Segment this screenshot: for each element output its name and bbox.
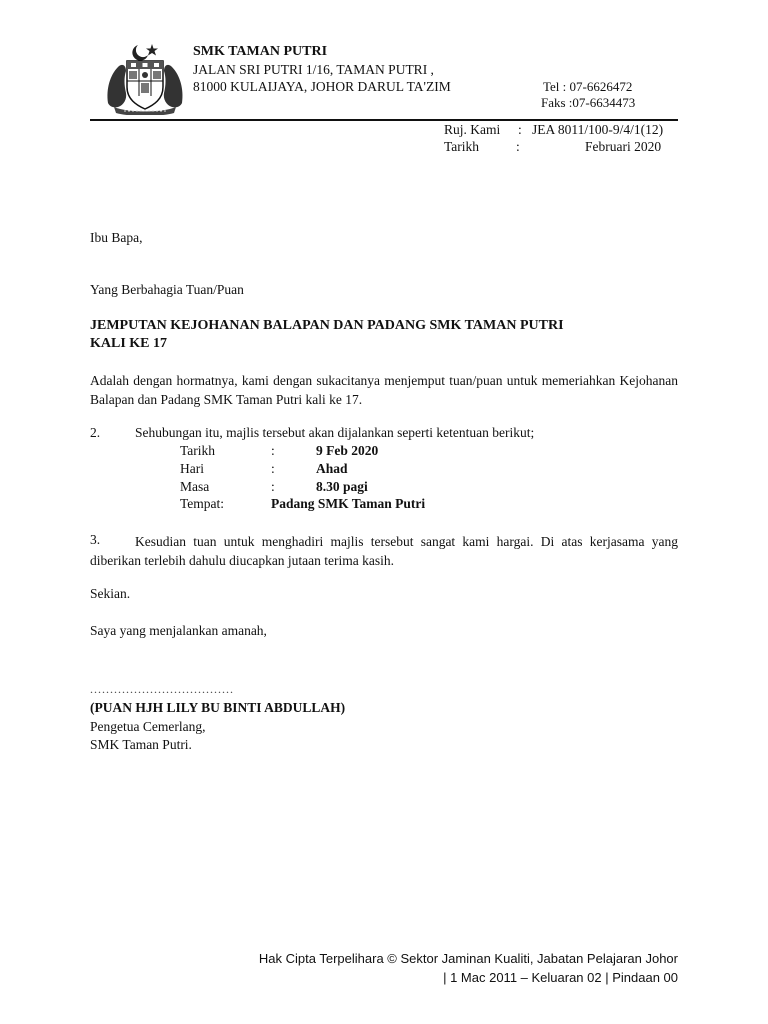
recipient: Ibu Bapa, bbox=[90, 230, 143, 245]
date-value: Februari 2020 bbox=[585, 139, 662, 154]
ref-label: Ruj. Kami bbox=[444, 122, 501, 137]
address-line-1: JALAN SRI PUTRI 1/16, TAMAN PUTRI , bbox=[193, 62, 434, 77]
signature-line: .................................... bbox=[90, 682, 234, 696]
detail-colon: : bbox=[271, 461, 275, 476]
footer-revision: | 1 Mac 2011 – Keluaran 02 | Pindaan 00 bbox=[443, 970, 678, 985]
detail-label: Tarikh bbox=[180, 443, 216, 458]
detail-label: Masa bbox=[180, 479, 210, 494]
ref-value: JEA 8011/100-9/4/1(12) bbox=[532, 122, 664, 137]
detail-label: Hari bbox=[180, 461, 204, 476]
paragraph-1: Adalah dengan hormatnya, kami dengan sukacitanya menjemput tuan/puan untuk memeriahkan Kejohanan Balapan dan Padang SMK Taman Putri kali ke 17. bbox=[90, 373, 678, 407]
signatory-school: SMK Taman Putri. bbox=[90, 737, 192, 752]
date-colon: : bbox=[516, 139, 520, 154]
ref-colon: : bbox=[518, 122, 522, 137]
detail-label: Tempat: bbox=[180, 496, 225, 511]
signatory-name: (PUAN HJH LILY BU BINTI ABDULLAH) bbox=[90, 700, 346, 715]
detail-value: Ahad bbox=[316, 461, 348, 476]
malaysia-coat-of-arms-icon bbox=[104, 41, 186, 115]
signatory-title: Pengetua Cemerlang, bbox=[90, 719, 206, 734]
letterhead-divider bbox=[90, 119, 678, 121]
paragraph-2-text: Sehubungan itu, majlis tersebut akan dijalankan seperti ketentuan berikut; bbox=[135, 425, 535, 440]
closing-sekian: Sekian. bbox=[90, 586, 131, 601]
detail-colon: : bbox=[271, 479, 275, 494]
date-label: Tarikh bbox=[444, 139, 480, 154]
school-name: SMK TAMAN PUTRI bbox=[193, 44, 328, 59]
footer-copyright: Hak Cipta Terpelihara © Sektor Jaminan Kualiti, Jabatan Pelajaran Johor bbox=[258, 951, 678, 966]
paragraph-3-number: 3. bbox=[90, 532, 101, 547]
detail-colon: : bbox=[271, 443, 275, 458]
detail-value: Padang SMK Taman Putri bbox=[271, 496, 426, 511]
subject-line-2: KALI KE 17 bbox=[90, 336, 168, 351]
paragraph-3-text: Kesudian tuan untuk menghadiri majlis tersebut sangat kami hargai. Di atas kerjasama yang diberikan terlebih dahulu diucapkan jutaan terima kasih. bbox=[90, 534, 678, 568]
closing-amanah: Saya yang menjalankan amanah, bbox=[90, 623, 267, 638]
subject-line-1: JEMPUTAN KEJOHANAN BALAPAN DAN PADANG SMK TAMAN PUTRI bbox=[90, 318, 564, 333]
salutation: Yang Berbahagia Tuan/Puan bbox=[90, 282, 244, 297]
detail-value: 8.30 pagi bbox=[316, 479, 368, 494]
detail-value: 9 Feb 2020 bbox=[316, 443, 379, 458]
paragraph-2-number: 2. bbox=[90, 425, 101, 440]
fax: Faks :07-6634473 bbox=[541, 95, 636, 110]
address-line-2: 81000 KULAIJAYA, JOHOR DARUL TA'ZIM bbox=[193, 79, 451, 94]
telephone: Tel : 07-6626472 bbox=[543, 79, 633, 94]
